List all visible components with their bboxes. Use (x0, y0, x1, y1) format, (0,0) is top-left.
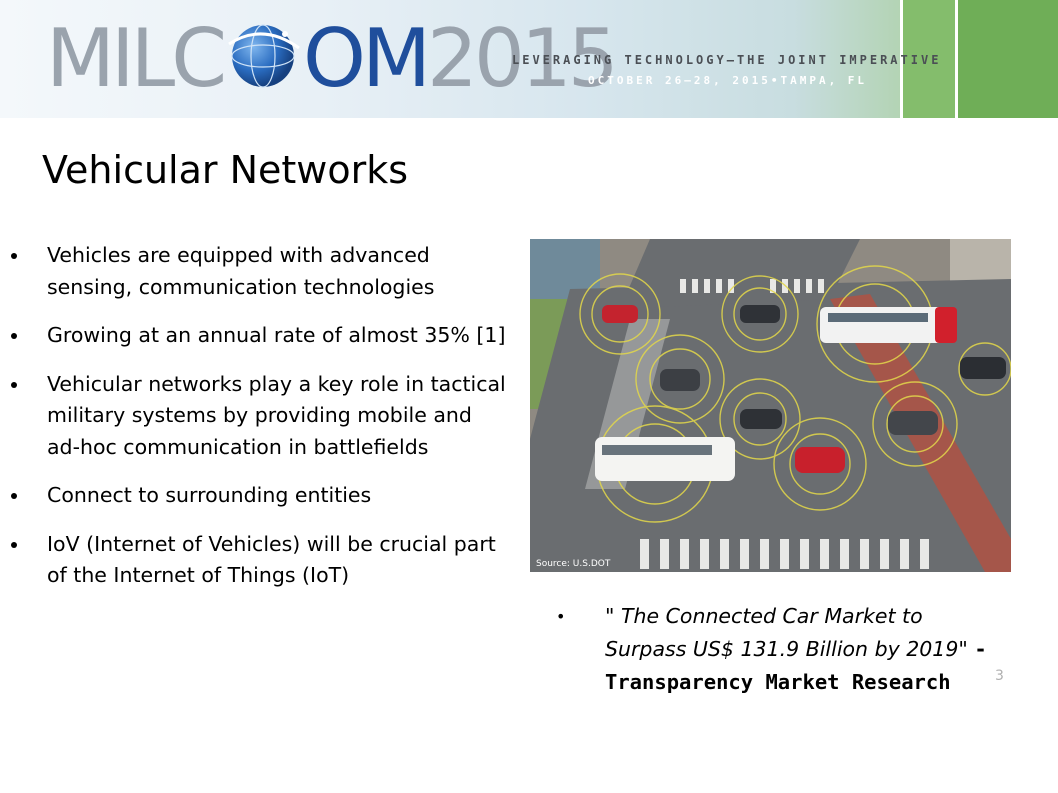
bullet-dot-icon (11, 333, 17, 339)
bullet-text: Vehicles are equipped with advanced sensing, communication technologies (47, 243, 435, 299)
bullet-text: IoV (Internet of Vehicles) will be crucial part of the Internet of Things (IoT) (47, 531, 496, 587)
bullet-dot-icon (11, 542, 17, 548)
logo-year: 2015 (427, 12, 615, 105)
bullet-text: Connect to surrounding entities (47, 483, 372, 507)
bullet-item (10, 240, 510, 303)
connected-cars-photo (530, 239, 1011, 572)
quote-italic-text: " The Connected Car Market to Surpass US$ 131.9 Billion by 2019" (605, 604, 968, 661)
bullet-dot-icon (11, 382, 17, 388)
bullet-text: Vehicular networks play a key role in tactical military systems by providing mobile and ad-hoc communication in battlefields (47, 371, 506, 459)
bullet-list (10, 240, 510, 609)
bullet-dot-icon (11, 493, 17, 499)
quote-text (605, 600, 1005, 699)
logo-accent: OM (303, 12, 428, 105)
bullet-text: Growing at an annual rate of almost 35% [1] (47, 323, 506, 347)
bullet-dot-icon (11, 253, 17, 259)
bullet-item (10, 369, 510, 464)
banner-tagline: LEVERAGING TECHNOLOGY—THE JOINT IMPERATIVE (512, 53, 942, 67)
logo-prefix: MILC (46, 12, 224, 105)
bullet-item (10, 480, 510, 512)
globe-icon (223, 14, 303, 94)
banner-green-block (955, 0, 1058, 118)
slide-title: Vehicular Networks (42, 148, 409, 192)
banner-dateline: OCTOBER 26–28, 2015•TAMPA, FL (588, 74, 868, 87)
bullet-item (10, 320, 510, 352)
conference-banner (0, 0, 1058, 118)
quote-source: - Transparency Market Research (605, 637, 987, 694)
page-number: 3 (995, 668, 1004, 684)
quote-bullet-icon: • (556, 607, 566, 626)
photo-source-credit: Source: U.S.DOT (536, 559, 611, 569)
bullet-item (10, 529, 510, 592)
